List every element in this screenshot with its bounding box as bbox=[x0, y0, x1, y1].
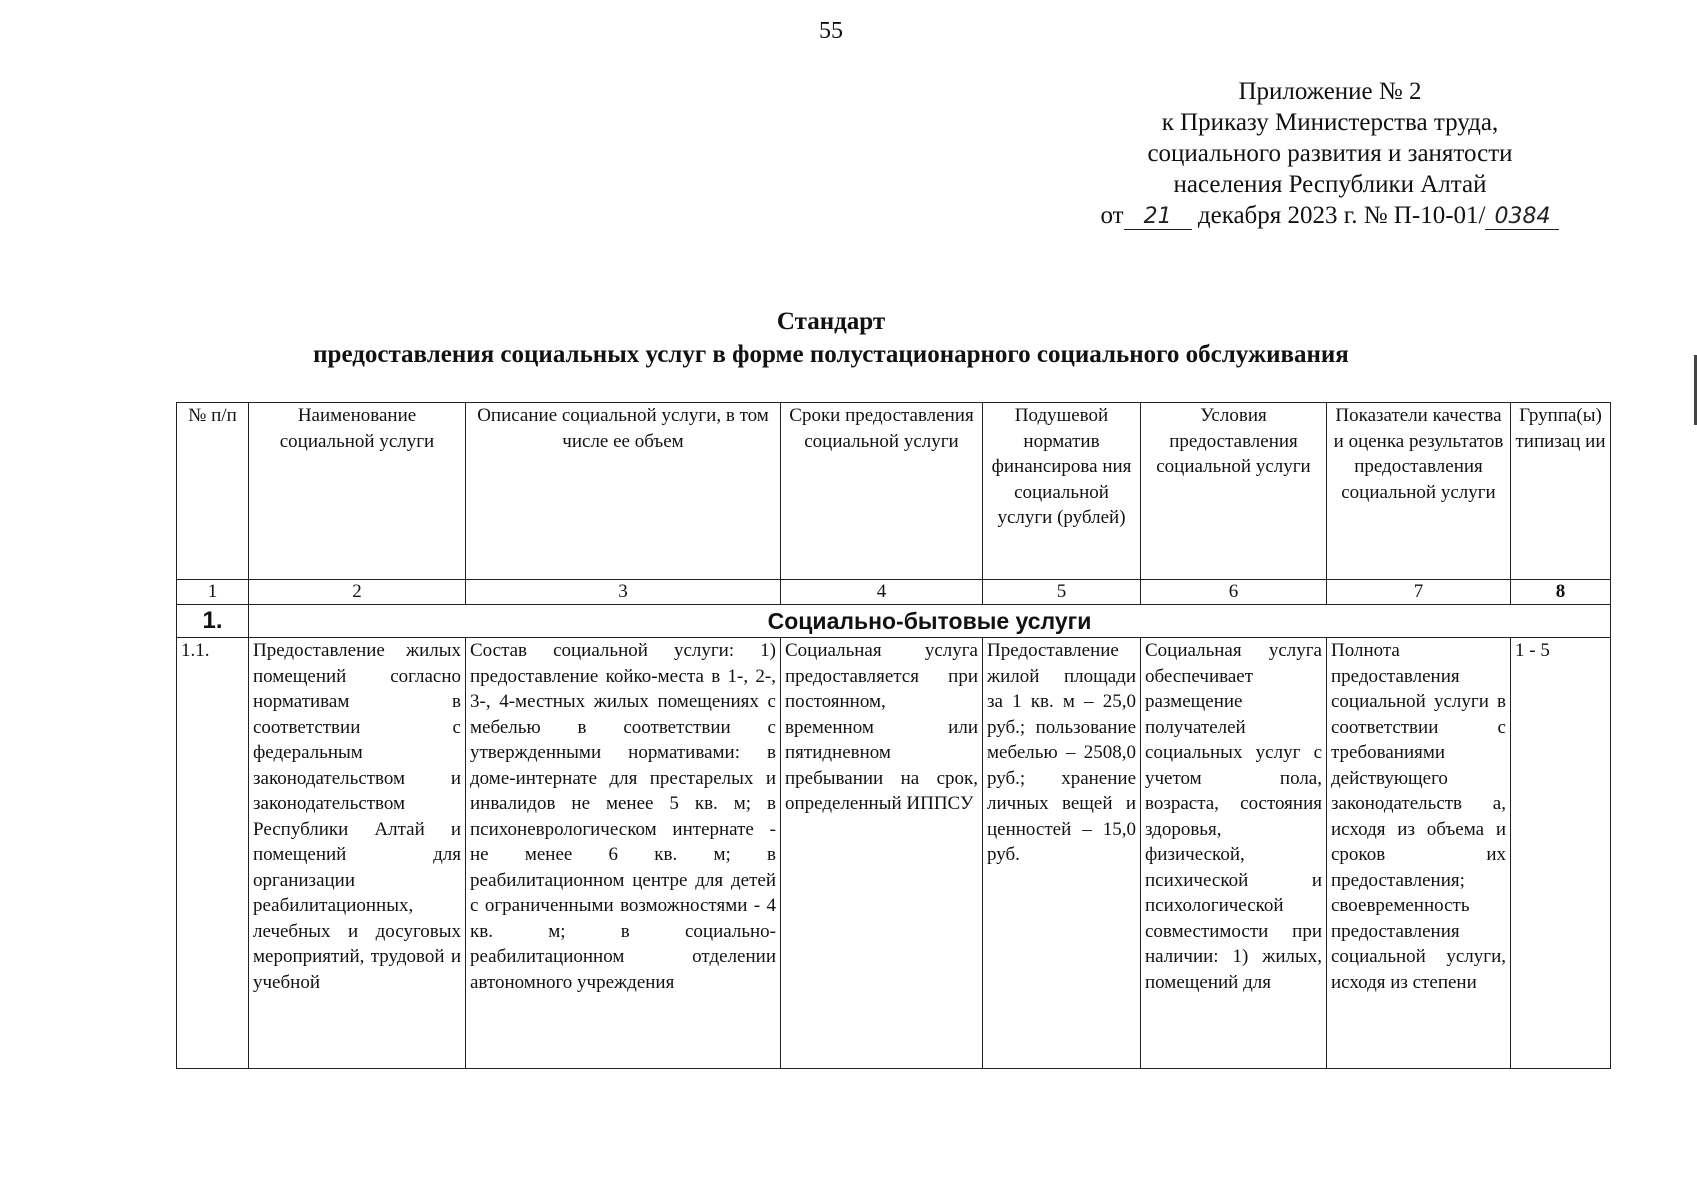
title-line-1: Стандарт bbox=[776, 308, 886, 335]
header-cell-financing: Подушевой норматив финансирова ния социальной услуги (рублей) bbox=[983, 403, 1141, 580]
appendix-date-line bbox=[1060, 200, 1600, 231]
service-conditions: Социальная услуга обеспечивает размещение получателей социальных услуг с учетом пола, возраста, состояния здоровья, физической, психической и психологической совместимости при наличии: 1) жилых, помещений для bbox=[1145, 640, 1322, 993]
header-cell-conditions: Условия предоставления социальной услуги bbox=[1141, 403, 1327, 580]
column-number-row bbox=[177, 580, 1611, 605]
row-conditions-cell bbox=[1141, 638, 1327, 1069]
header-cell-name: Наименование социальной услуги bbox=[249, 403, 466, 580]
header-cell-description: Описание социальной услуги, в том числе ее объем bbox=[466, 403, 781, 580]
column-number: 8 bbox=[1511, 580, 1611, 605]
section-title: Социально-бытовые услуги bbox=[249, 605, 1611, 638]
service-quality: Полнота предоставления социальной услуги в соответствии с требованиями действующего законодательств а, исходя из объема и сроков их предоставления; своевременность предоставления социальной услуги, исходя из степени bbox=[1331, 640, 1506, 993]
row-quality-cell bbox=[1327, 638, 1511, 1069]
column-number: 6 bbox=[1141, 580, 1327, 605]
row-name-cell bbox=[249, 638, 466, 1069]
appendix-block bbox=[1060, 76, 1600, 231]
row-terms-cell bbox=[781, 638, 983, 1069]
service-terms: Социальная услуга предоставляется при постоянном, временном или пятидневном пребывании на срок, определенный ИППСУ bbox=[785, 640, 978, 814]
column-number: 5 bbox=[983, 580, 1141, 605]
column-number: 2 bbox=[249, 580, 466, 605]
appendix-line-3: социального развития и занятости bbox=[1147, 140, 1513, 167]
appendix-line-2: к Приказу Министерства труда, bbox=[1161, 109, 1499, 136]
header-cell-group: Группа(ы) типизац ии bbox=[1511, 403, 1611, 580]
row-number-cell bbox=[177, 638, 249, 1069]
header-cell-quality: Показатели качества и оценка результатов предоставления социальной услуги bbox=[1327, 403, 1511, 580]
handwritten-order-number: 0384 bbox=[1485, 205, 1559, 230]
service-financing: Предоставление жилой площади за 1 кв. м – 25,0 руб.; пользование мебелью – 2508,0 руб.; хранение личных вещей и ценностей – 15,0 руб. bbox=[987, 640, 1136, 865]
column-number: 7 bbox=[1327, 580, 1511, 605]
header-cell-number: № п/п bbox=[177, 403, 249, 580]
section-row bbox=[177, 605, 1611, 638]
appendix-line-4: населения Республики Алтай bbox=[1173, 171, 1487, 198]
appendix-line-1: Приложение № 2 bbox=[1238, 78, 1422, 105]
service-group: 1 - 5 bbox=[1515, 640, 1550, 661]
service-name: Предоставление жилых помещений согласно нормативам в соответствии с федеральным законодательством и законодательством Республики Алтай и помещений для организации реабилитационных, лечебных и досуговых мероприятий, трудовой и учебной bbox=[253, 640, 461, 993]
column-number: 3 bbox=[466, 580, 781, 605]
row-number: 1.1. bbox=[181, 640, 210, 661]
row-description-cell bbox=[466, 638, 781, 1069]
row-financing-cell bbox=[983, 638, 1141, 1069]
column-number: 4 bbox=[781, 580, 983, 605]
standard-table bbox=[176, 402, 1611, 1069]
service-description: Состав социальной услуги: 1) предоставление койко-места в 1-, 2-, 3-, 4-местных жилых помещениях с мебелью в соответствии с утвержденными нормативами: в доме-интернате для престарелых и инвалидов не менее 5 кв. м; в психоневрологическом интернате - не менее 6 кв. м; в реабилитационном центре для детей с ограниченными возможностями - 4 кв. м; в социально-реабилитационном отделении автономного учреждения bbox=[470, 640, 776, 993]
date-text: декабря 2023 г. № П-10-01/ bbox=[1197, 202, 1486, 229]
page-number: 55 bbox=[819, 18, 843, 44]
document-title bbox=[0, 305, 1662, 371]
header-cell-terms: Сроки предоставления социальной услуги bbox=[781, 403, 983, 580]
handwritten-day: 21 bbox=[1124, 205, 1192, 230]
title-line-2: предоставления социальных услуг в форме полустационарного социального обслуживания bbox=[313, 341, 1349, 368]
table-row bbox=[177, 638, 1611, 1069]
date-prefix: от bbox=[1100, 202, 1124, 229]
column-number: 1 bbox=[177, 580, 249, 605]
row-group-cell bbox=[1511, 638, 1611, 1069]
section-number: 1. bbox=[177, 605, 249, 638]
table-header-row bbox=[177, 403, 1611, 580]
